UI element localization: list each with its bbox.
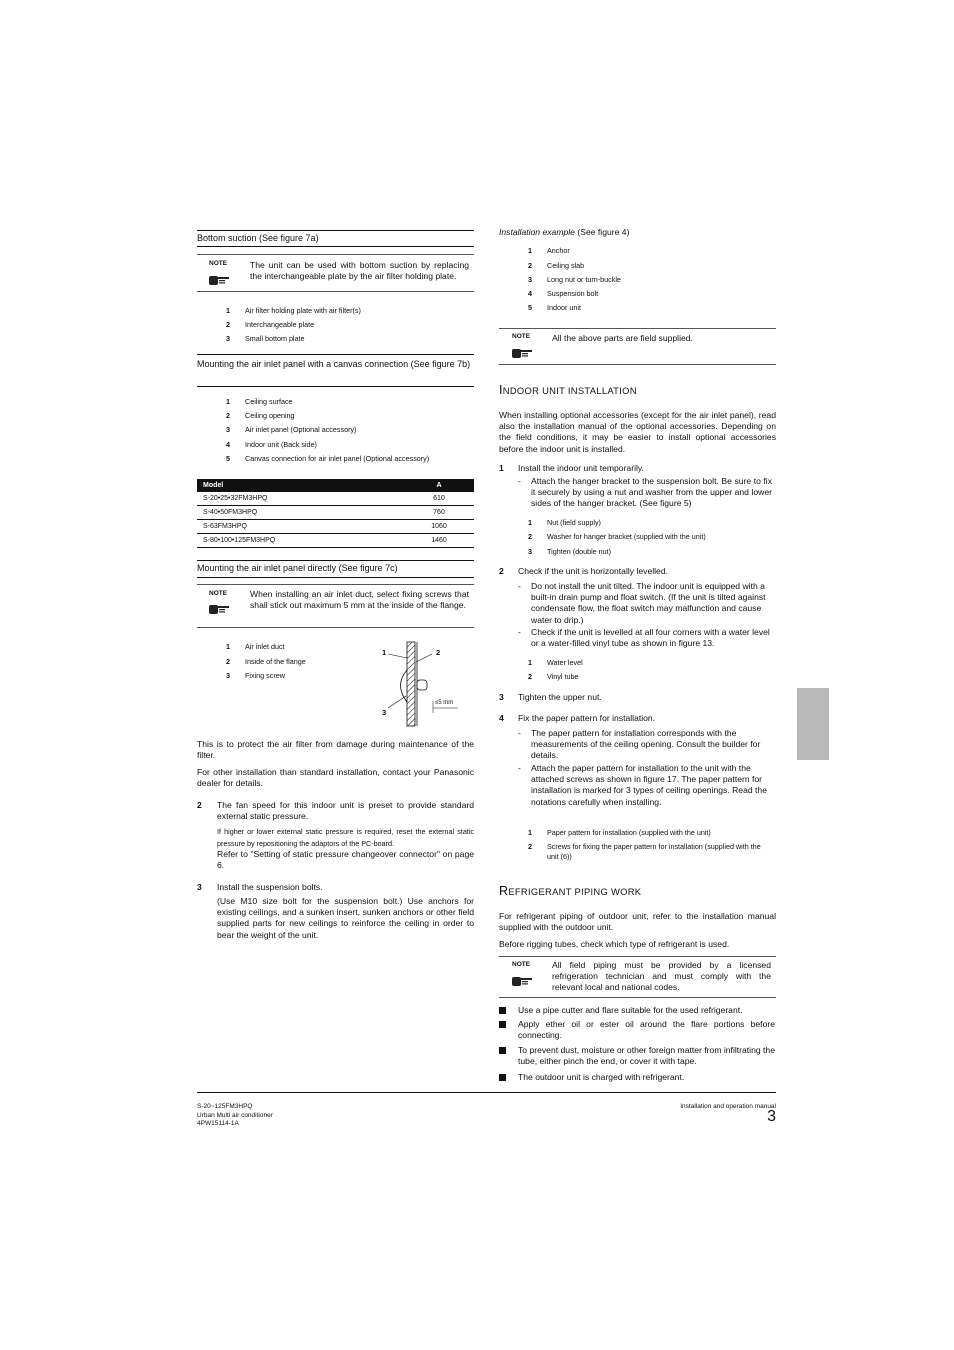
table-cell: 760 (404, 506, 474, 520)
direct-mounting-heading: Mounting the air inlet panel directly (See figure 7c) (197, 563, 398, 573)
note-label: NOTE (512, 961, 531, 968)
figure-callout: 3 (382, 708, 387, 717)
rule (197, 386, 474, 387)
note-text: All field piping must be provided by a licensed refrigeration technician and must comply with the relevant local and national codes. (552, 960, 771, 993)
model-table (197, 479, 474, 548)
table-cell: S-63FM3HPQ (197, 520, 404, 534)
table-cell: 610 (404, 492, 474, 506)
table-cell: S-20•25•32FM3HPQ (197, 492, 404, 506)
figure-callout: 2 (436, 648, 441, 657)
footer-model: S-20~125FM3HPQ (197, 1103, 253, 1110)
step-note-small: If higher or lower external static pressure is required, reset the external static pressure by repositioning the adaptors of the PC-board. (217, 827, 474, 848)
step-text: Fix the paper pattern for installation. (518, 713, 656, 723)
pointing-hand-icon (511, 346, 533, 359)
list-item: To prevent dust, moisture or other foreign matter from infiltrating the tube, either pinch the end, or cover it with tape. (518, 1045, 775, 1067)
table-cell: S-80•100•125FM3HPQ (197, 534, 404, 548)
table-header: A (404, 479, 474, 492)
step-number: 4 (499, 713, 504, 723)
table-row (197, 492, 474, 506)
dash-item: - The paper pattern for installation corresponds with the measurements of the ceiling opening. Consult the builder for details. (518, 728, 761, 761)
list-item: Apply ether oil or ester oil around the flare portions before connecting. (518, 1019, 775, 1041)
section-heading-indoor-unit-installation (499, 383, 637, 397)
installation-example-caption (499, 227, 629, 238)
heading-initial: R (499, 884, 509, 898)
caption-label: Installation example (499, 227, 575, 237)
figure-callout: 1 (382, 648, 387, 657)
figure-7c-drawing (380, 640, 465, 730)
page-number: 3 (767, 1108, 776, 1125)
table-cell: 1460 (404, 534, 474, 548)
figure-7c (380, 640, 465, 730)
note-text: All the above parts are field supplied. (552, 333, 693, 343)
note-text: The unit can be used with bottom suction by replacing the interchangeable plate by the air filter holding plate. (250, 260, 469, 282)
note-label: NOTE (209, 260, 228, 267)
footer-code: 4PW15114-1A (197, 1120, 239, 1127)
table-row (197, 520, 474, 534)
dash-item: - Attach the hanger bracket to the suspension bolt. Be sure to fix it securely by using a nut and washer from the upper and lower sides of the hanger bracket. (See figure 5) (518, 476, 772, 509)
step-number: 3 (499, 692, 504, 702)
step-text: Install the indoor unit temporarily. (518, 463, 644, 473)
dash-item: - Check if the unit is levelled at all four corners with a water level or a water-filled vinyl tube as shown in figure 13. (518, 627, 770, 649)
paragraph: For refrigerant piping of outdoor unit, refer to the installation manual supplied with the outdoor unit. (499, 911, 776, 933)
step-text: Check if the unit is horizontally levelled. (518, 566, 668, 576)
table-cell: 1060 (404, 520, 474, 534)
note-text: When installing an air inlet duct, select fixing screws that shall stick out maximum 5 mm at the inside of the flange. (250, 589, 469, 611)
step-text: Tighten the upper nut. (518, 692, 602, 702)
bottom-suction-heading: Bottom suction (See figure 7a) (197, 233, 319, 243)
rule (197, 577, 474, 578)
note-top-rule (499, 956, 776, 957)
pointing-hand-icon (511, 974, 533, 987)
note-top-rule (197, 584, 474, 585)
footer-left (197, 1103, 273, 1129)
step-text: Install the suspension bolts. (217, 882, 323, 892)
paragraph: This is to protect the air filter from damage during maintenance of the filter. (197, 739, 474, 761)
caption-ref: (See figure 4) (577, 227, 630, 237)
step-text: The fan speed for this indoor unit is preset to provide standard external static pressure. (217, 800, 474, 822)
rule (197, 354, 474, 355)
heading-rest: EFRIGERANT PIPING WORK (508, 886, 642, 897)
dash-item: - Do not install the unit tilted. The indoor unit is equipped with a built-in drain pump and float switch. (If the unit is tilted against condensate flow, the float switch may malfunction and cause water to drip.) (518, 581, 766, 625)
pointing-hand-icon (208, 273, 230, 286)
chapter-tab (797, 688, 829, 760)
note-top-rule (197, 254, 474, 255)
table-cell: S-40•50FM3HPQ (197, 506, 404, 520)
paragraph: When installing optional accessories (except for the air inlet panel), read also the installation manual of the optional accessories. Depending on the field conditions, it may be easier to install optional accessories before the indoor unit is installed. (499, 410, 776, 454)
note-bottom-rule (499, 997, 776, 998)
note-label: NOTE (209, 590, 228, 597)
dash-item: - Attach the paper pattern for installation to the unit with the attached screws as shown in figure 17. The paper pattern for installation is marked for 3 types of ceiling openings. Read the notations carefully when installing. (518, 763, 767, 807)
paragraph: For other installation than standard installation, contact your Panasonic dealer for details. (197, 767, 474, 789)
step-detail: (Use M10 size bolt for the suspension bolt.) Use anchors for existing ceilings, and a sunken insert, sunken anchors or other field supplied parts for new ceilings to reinforce the ceiling in order to bear the weight of the unit. (217, 896, 474, 940)
bullet-square-icon (499, 1074, 506, 1081)
note-bottom-rule (197, 291, 474, 292)
dimension-label: ≤5 mm (435, 700, 454, 706)
step-number: 1 (499, 463, 504, 473)
step-number: 3 (197, 882, 202, 892)
section-heading-refrigerant-piping-work (499, 884, 641, 898)
rule (197, 246, 474, 247)
canvas-connection-heading: Mounting the air inlet panel with a canvas connection (See figure 7b) (197, 359, 471, 369)
rule (197, 560, 474, 561)
footer-manual-title: Installation and operation manual (680, 1103, 776, 1110)
table-row (197, 506, 474, 520)
list-item: The outdoor unit is charged with refrigerant. (518, 1072, 775, 1083)
step-number: 2 (499, 566, 504, 576)
list-item: Use a pipe cutter and flare suitable for the used refrigerant. (518, 1005, 775, 1016)
note-label: NOTE (512, 333, 531, 340)
table-header-row (197, 479, 474, 492)
note-bottom-rule (197, 627, 474, 628)
step-reference: Refer to "Setting of static pressure changeover connector" on page 6. (217, 849, 474, 871)
bullet-square-icon (499, 1047, 506, 1054)
paragraph: Before rigging tubes, check which type of refrigerant is used. (499, 939, 730, 949)
footer-rule (197, 1092, 776, 1093)
note-bottom-rule (499, 364, 776, 365)
heading-initial: I (499, 383, 503, 397)
step-number: 2 (197, 800, 202, 810)
heading-rest: NDOOR UNIT INSTALLATION (502, 385, 637, 396)
table-row (197, 534, 474, 548)
pointing-hand-icon (208, 602, 230, 615)
table-header: Model (197, 479, 404, 492)
bullet-square-icon (499, 1021, 506, 1028)
bullet-square-icon (499, 1007, 506, 1014)
rule (197, 230, 474, 231)
note-top-rule (499, 328, 776, 329)
footer-product: Urban Multi air conditioner (197, 1111, 273, 1119)
